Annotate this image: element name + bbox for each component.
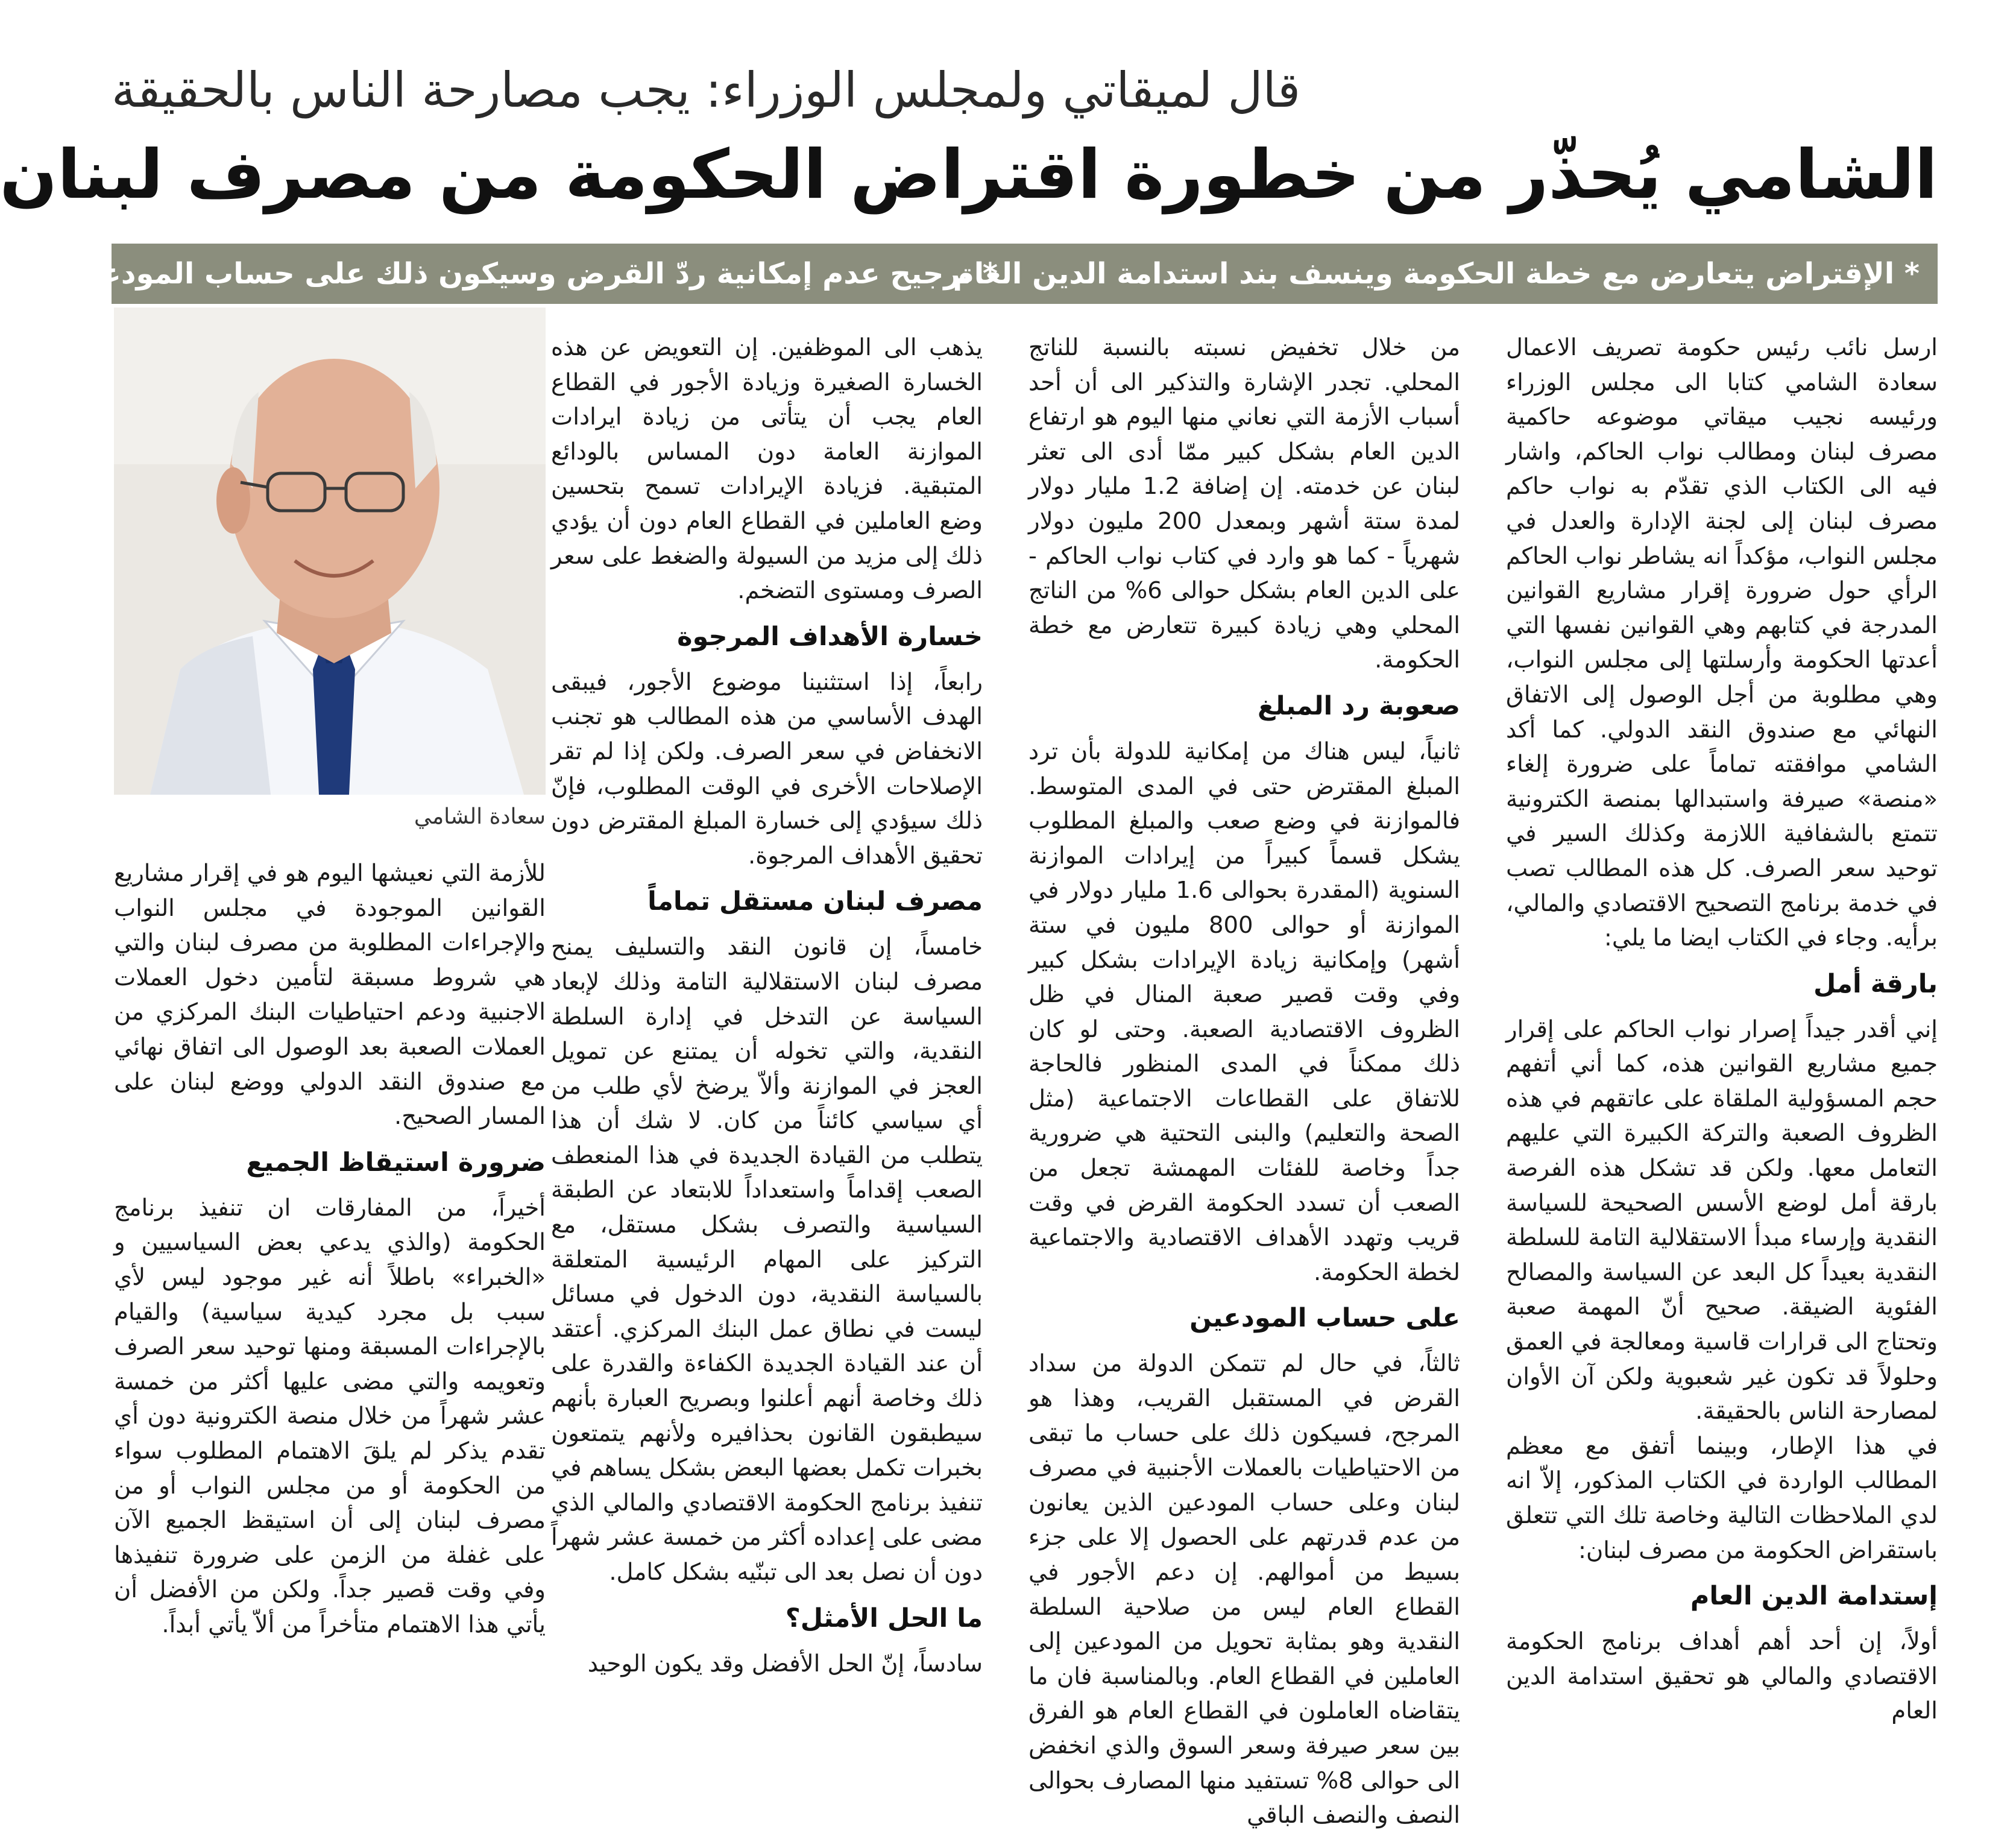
paragraph: يذهب الى الموظفين. إن التعويض عن هذه الخسارة الصغيرة وزيادة الأجور في القطاع العام يجب أن يتأتى من زيادة ايرادات الموازنة العامة دون المساس بالودائع المتبقية. فزيادة الإيرادات تسمح بتحسين وضع العاملين في القطاع العام دون أن يؤدي ذلك إلى مزيد من السيولة والضغط على سعر الصرف ومستوى التضخم. (551, 334, 983, 605)
section-heading: إستدامة الدين العام (1690, 1581, 1938, 1612)
article-column-1 (1506, 330, 1938, 1725)
paragraph: رابعاً، إذا استثنينا موضوع الأجور، فيبقى الهدف الأساسي من هذه المطالب هو تجنب الانخفاض في سعر الصرف. ولكن إذا لم تقر الإصلاحات الأخرى في الوقت المطلوب، فإنّ ذلك سيؤدي إلى خسارة المبلغ المقترض دون تحقيق الأهداف المرجوة. (551, 668, 983, 869)
paragraph: خامساً، إن قانون النقد والتسليف يمنح مصرف لبنان الاستقلالية التامة وذلك لإبعاد السياسة عن التدخل في إدارة السلطة النقدية، والتي تخوله أن يمتنع عن تمويل العجز في الموازنة وألاّ يرضخ لأي طلب من أي سياسي كائناً من كان. لا شك أن هذا يتطلب من القيادة الجديدة في هذا المنعطف الصعب إقداماً واستعداداً للابتعاد عن الطبقة السياسية والتصرف بشكل مستقل، مع التركيز على المهام الرئيسية المتعلقة بالسياسة النقدية، دون الدخول في مسائل ليست في نطاق عمل البنك المركزي. أعتقد أن عند القيادة الجديدة الكفاءة والقدرة على ذلك وخاصة أنهم أعلنوا وبصريح العبارة بأنهم سيطبقون القانون بحذافيره ولأنهم يتمتعون بخبرات تكمل بعضها البعض بشكل يساهم في تنفيذ برنامج الحكومة الاقتصادي والمالي الذي مضى على إعداده أكثر من خمسة عشر شهراً دون أن نصل بعد الى تبنّيه بشكل كامل. (551, 933, 983, 1586)
portrait-photo (114, 308, 546, 795)
paragraph: ثانياً، ليس هناك من إمكانية للدولة بأن ترد المبلغ المقترض حتى في المدى المتوسط. فالموازنة في وضع صعب والمبلغ المطلوب يشكل قسماً كبيراً من إيرادات الموازنة السنوية (المقدرة بحوالى 1.6 مليار دولار في الموازنة أو حوالى 800 مليون في ستة أشهر) وإمكانية زيادة الإيرادات بشكل كبير وفي وقت قصير صعبة المنال في ظل الظروف الاقتصادية الصعبة. وحتى لو كان ذلك ممكناً في المدى المنظور فالحاجة للاتفاق على القطاعات الاجتماعية (مثل الصحة والتعليم) والبنى التحتية هي ضرورية جداً وخاصة للفئات المهمشة تجعل من الصعب أن تسدد الحكومة القرض في وقت قريب وتهدد الأهداف الاقتصادية والاجتماعية لخطة الحكومة. (1028, 737, 1460, 1286)
paragraph: في هذا الإطار، وبينما أتفق مع معظم المطالب الواردة في الكتاب المذكور، إلاّ انه لدي الملاحظات التالية وخاصة تلك التي تتعلق باستقراض الحكومة من مصرف لبنان: (1506, 1432, 1938, 1564)
paragraph: أخيراً، من المفارقات ان تنفيذ برنامج الحكومة (والذي يدعي بعض السياسيين و «الخبراء» باطلاً أنه غير موجود ليس لأي سبب بل مجرد كيدية سياسية) والقيام بالإجراءات المسبقة ومنها توحيد سعر الصرف وتعويمه والتي مضى عليها أكثر من خمسة عشر شهراً من خلال منصة الكترونية دون أي تقدم يذكر لم يلقَ الاهتمام المطلوب سواء من الحكومة أو من مجلس النواب أو من مصرف لبنان إلى أن استيقظ الجميع الآن على غفلة من الزمن على ضرورة تنفيذها وفي وقت قصير جداً. ولكن من الأفضل أن يأتي هذا الاهتمام متأخراً من ألاّ يأتي أبداً. (114, 1194, 546, 1638)
paragraph: أولاً، إن أحد أهم أهداف برنامج الحكومة الاقتصادي والمالي هو تحقيق استدامة الدين العام (1506, 1628, 1938, 1725)
subheading-band (63, 244, 1938, 304)
paragraph: ارسل نائب رئيس حكومة تصريف الاعمال سعادة الشامي كتابا الى مجلس الوزراء ورئيسه نجيب ميقاتي موضوعه حاكمية مصرف لبنان ومطالب نواب الحاكم، واشار فيه الى الكتاب الذي تقدّم به نواب حاكم مصرف لبنان إلى لجنة الإدارة والعدل في مجلس النواب، مؤكداً انه يشاطر نواب الحاكم الرأي حول ضرورة إقرار مشاريع القوانين المدرجة في كتابهم وهي القوانين نفسها التي أعدتها الحكومة وأرسلتها إلى مجلس النواب، وهي مطلوبة من أجل الوصول إلى الاتفاق النهائي مع صندوق النقد الدولي. كما أكد الشامي موافقته تماماً على ضرورة إلغاء «منصة» صيرفة واستبدالها بمنصة الكترونية تتمتع بالشفافية اللازمة وكذلك السير في توحيد سعر الصرف. كل هذه المطالب تصب في خدمة برنامج التصحيح الاقتصادي والمالي، برأيه. وجاء في الكتاب ايضا ما يلي: (1506, 334, 1938, 952)
paragraph: من خلال تخفيض نسبته بالنسبة للناتج المحلي. تجدر الإشارة والتذكير الى أن أحد أسباب الأزمة التي نعاني منها اليوم هو ارتفاع الدين العام بشكل كبير ممّا أدى الى تعثر لبنان عن خدمته. إن إضافة 1.2 مليار دولار لمدة ستة أشهر وبمعدل 200 مليون دولار شهرياً - كما هو وارد في كتاب نواب الحاكم - على الدين العام بشكل حوالى 6% من الناتج المحلي وهي زيادة كبيرة تتعارض مع خطة الحكومة. (1028, 334, 1460, 674)
section-heading: بارقة أمل (1813, 968, 1938, 999)
paragraph: للأزمة التي نعيشها اليوم هو في إقرار مشاريع القوانين الموجودة في مجلس النواب والإجراءات المطلوبة من مصرف لبنان والتي هي شروط مسبقة لتأمين دخول العملات الاجنبية ودعم احتياطيات البنك المركزي من العملات الصعبة بعد الوصول الى اتفاق نهائي مع صندوق النقد الدولي ووضع لبنان على المسار الصحيح. (114, 860, 546, 1131)
section-heading: صعوبة رد المبلغ (1258, 690, 1460, 721)
section-heading: على حساب المودعين (1189, 1303, 1460, 1334)
paragraph: إني أقدر جيداً إصرار نواب الحاكم على إقرار جميع مشاريع القوانين هذه، كما أني أتفهم حجم المسؤولية الملقاة على عاتقهم في هذه الظروف الصعبة والتركة الكبيرة التي عليهم التعامل معها. ولكن قد تشكل هذه الفرصة بارقة أمل لوضع الأسس الصحيحة للسياسة النقدية وإرساء مبدأ الاستقلالية التامة للسلطة النقدية بعيداً كل البعد عن السياسة والمصالح الفئوية الضيقة. صحيح أنّ المهمة صعبة وتحتاج الى قرارات قاسية ومعالجة في العمق وحلولاً قد تكون غير شعبوية ولكن آن الأوان لمصارحة الناس بالحقيقة. (1506, 1015, 1938, 1425)
article-column-3 (551, 330, 983, 1677)
section-heading: ضرورة استيقاظ الجميع (246, 1147, 546, 1178)
paragraph: ثالثاً، في حال لم تتمكن الدولة من سداد القرض في المستقبل القريب، وهذا هو المرجح، فسيكون ذلك على حساب ما تبقى من الاحتياطيات بالعملات الأجنبية في مصرف لبنان وعلى حساب المودعين الذين يعانون من عدم قدرتهم على الحصول إلا على جزء بسيط من أموالهم. إن دعم الأجور في القطاع العام ليس من صلاحية السلطة النقدية وهو بمثابة تحويل من المودعين إلى العاملين في القطاع العام. وبالمناسبة فان ما يتقاضاه العاملون في القطاع العام هو الفرق بين سعر صيرفة وسعر السوق والذي انخفض الى حوالى 8% تستفيد منها المصارف بحوالى النصف والنصف الباقي (1028, 1350, 1460, 1829)
subheading-right: * الإقتراض يتعارض مع خطة الحكومة وينسف بند استدامة الدين العام (953, 257, 1920, 291)
article-column-4 (114, 856, 546, 1638)
article-column-2 (1028, 330, 1460, 1829)
photo-caption: سعادة الشامي (414, 804, 546, 829)
section-heading: خسارة الأهداف المرجوة (677, 621, 983, 652)
subheading-left: * ترجيح عدم إمكانية ردّ القرض وسيكون ذلك على حساب المودعين (63, 257, 998, 291)
headline: الشامي يُحذّر من خطورة اقتراض الحكومة من مصرف لبنان (0, 136, 1938, 214)
section-heading: ما الحل الأمثل؟ (785, 1603, 983, 1633)
kicker: قال لميقاتي ولمجلس الوزراء: يجب مصارحة الناس بالحقيقة (112, 62, 1301, 118)
paragraph: سادساً، إنّ الحل الأفضل وقد يكون الوحيد (587, 1650, 983, 1677)
section-heading: مصرف لبنان مستقل تماماً (647, 886, 983, 917)
